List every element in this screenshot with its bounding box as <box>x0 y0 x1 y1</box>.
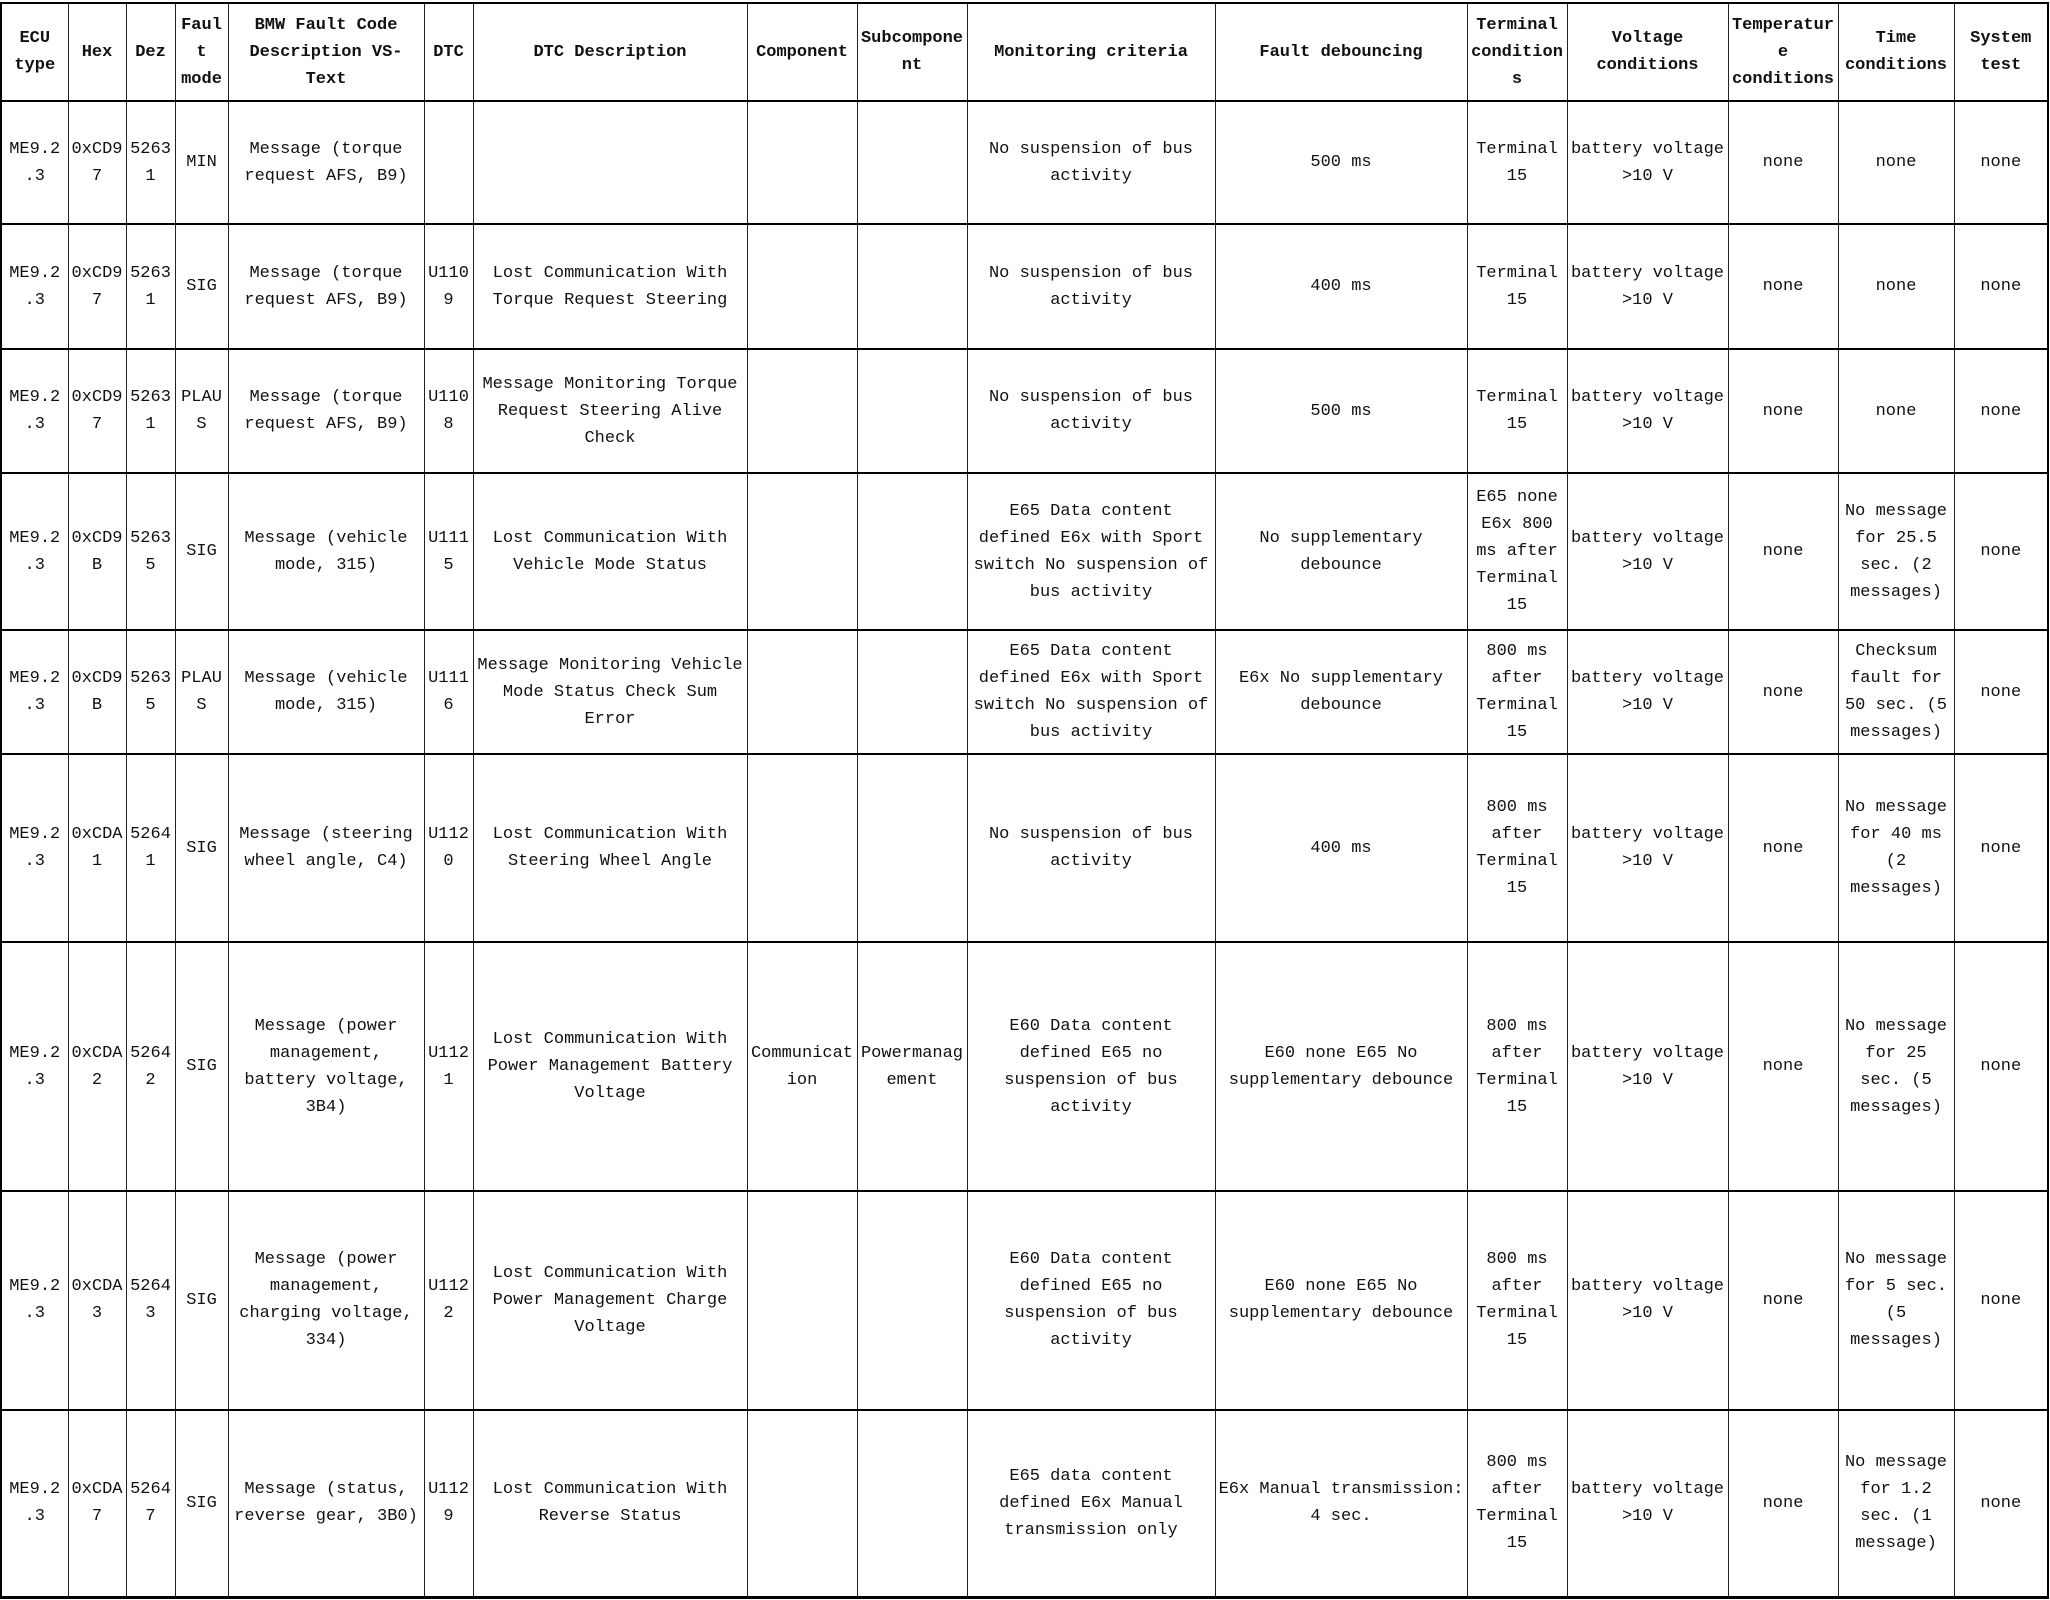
table-row <box>1 630 2048 754</box>
cell-subcomponent <box>857 101 967 224</box>
cell-ecu-type: ME9.2.3 <box>1 473 68 630</box>
cell-bmw-description: Message (vehicle mode, 315) <box>228 630 424 754</box>
cell-fault-mode: SIG <box>175 473 228 630</box>
cell-temperature-conditions: none <box>1728 942 1838 1191</box>
cell-voltage-conditions: battery voltage >10 V <box>1567 630 1728 754</box>
cell-terminal-conditions: 800 ms after Terminal 15 <box>1467 1410 1567 1598</box>
cell-time-conditions: No message for 25.5 sec. (2 messages) <box>1838 473 1954 630</box>
cell-voltage-conditions: battery voltage >10 V <box>1567 349 1728 473</box>
header-monitoring-criteria: Monitoring criteria <box>967 3 1215 101</box>
cell-temperature-conditions: none <box>1728 101 1838 224</box>
cell-bmw-description: Message (torque request AFS, B9) <box>228 349 424 473</box>
cell-hex: 0xCD9B <box>68 473 126 630</box>
cell-fault-debouncing: 400 ms <box>1215 224 1467 348</box>
header-ecu-type: ECU type <box>1 3 68 101</box>
header-component: Component <box>747 3 857 101</box>
cell-hex: 0xCD9B <box>68 630 126 754</box>
table-row <box>1 942 2048 1191</box>
cell-monitoring-criteria: E60 Data content defined E65 no suspension of bus activity <box>967 942 1215 1191</box>
cell-hex: 0xCD97 <box>68 224 126 348</box>
cell-component <box>747 349 857 473</box>
cell-system-test: none <box>1954 473 2048 630</box>
cell-terminal-conditions: E65 none E6x 800 ms after Terminal 15 <box>1467 473 1567 630</box>
cell-component <box>747 101 857 224</box>
table-row <box>1 754 2048 942</box>
cell-hex: 0xCDA2 <box>68 942 126 1191</box>
cell-bmw-description: Message (torque request AFS, B9) <box>228 101 424 224</box>
cell-system-test: none <box>1954 630 2048 754</box>
cell-bmw-description: Message (vehicle mode, 315) <box>228 473 424 630</box>
cell-dtc <box>424 101 473 224</box>
cell-hex: 0xCD97 <box>68 101 126 224</box>
cell-system-test: none <box>1954 1191 2048 1410</box>
cell-monitoring-criteria: E65 Data content defined E6x with Sport switch No suspension of bus activity <box>967 630 1215 754</box>
table-row <box>1 349 2048 473</box>
cell-temperature-conditions: none <box>1728 630 1838 754</box>
table-row <box>1 101 2048 224</box>
cell-monitoring-criteria: No suspension of bus activity <box>967 101 1215 224</box>
cell-fault-debouncing: 500 ms <box>1215 101 1467 224</box>
table-row <box>1 473 2048 630</box>
cell-terminal-conditions: Terminal 15 <box>1467 349 1567 473</box>
cell-bmw-description: Message (power management, battery voltage, 3B4) <box>228 942 424 1191</box>
cell-fault-mode: SIG <box>175 1191 228 1410</box>
cell-subcomponent: Powermanagement <box>857 942 967 1191</box>
cell-dez: 52631 <box>126 224 175 348</box>
cell-ecu-type: ME9.2.3 <box>1 101 68 224</box>
header-dez: Dez <box>126 3 175 101</box>
cell-component <box>747 754 857 942</box>
cell-time-conditions: No message for 40 ms (2 messages) <box>1838 754 1954 942</box>
cell-component <box>747 473 857 630</box>
cell-terminal-conditions: Terminal 15 <box>1467 101 1567 224</box>
cell-terminal-conditions: 800 ms after Terminal 15 <box>1467 630 1567 754</box>
cell-temperature-conditions: none <box>1728 349 1838 473</box>
cell-ecu-type: ME9.2.3 <box>1 630 68 754</box>
cell-subcomponent <box>857 1410 967 1598</box>
header-hex: Hex <box>68 3 126 101</box>
fault-code-table <box>0 2 2049 1599</box>
cell-system-test: none <box>1954 942 2048 1191</box>
cell-bmw-description: Message (torque request AFS, B9) <box>228 224 424 348</box>
cell-bmw-description: Message (steering wheel angle, C4) <box>228 754 424 942</box>
cell-fault-mode: PLAUS <box>175 349 228 473</box>
cell-dez: 52631 <box>126 349 175 473</box>
cell-dez: 52631 <box>126 101 175 224</box>
table-row <box>1 1410 2048 1598</box>
cell-monitoring-criteria: E65 data content defined E6x Manual transmission only <box>967 1410 1215 1598</box>
cell-temperature-conditions: none <box>1728 224 1838 348</box>
cell-monitoring-criteria: E60 Data content defined E65 no suspension of bus activity <box>967 1191 1215 1410</box>
cell-time-conditions: No message for 5 sec. (5 messages) <box>1838 1191 1954 1410</box>
cell-voltage-conditions: battery voltage >10 V <box>1567 101 1728 224</box>
header-temperature-conditions: Temperature conditions <box>1728 3 1838 101</box>
cell-subcomponent <box>857 473 967 630</box>
cell-monitoring-criteria: No suspension of bus activity <box>967 754 1215 942</box>
cell-subcomponent <box>857 349 967 473</box>
cell-dtc-description: Lost Communication With Power Management Charge Voltage <box>473 1191 747 1410</box>
cell-fault-debouncing: E60 none E65 No supplementary debounce <box>1215 1191 1467 1410</box>
header-dtc-description: DTC Description <box>473 3 747 101</box>
cell-fault-mode: MIN <box>175 101 228 224</box>
cell-subcomponent <box>857 1191 967 1410</box>
cell-dtc-description: Message Monitoring Vehicle Mode Status Check Sum Error <box>473 630 747 754</box>
header-row <box>1 3 2048 101</box>
cell-voltage-conditions: battery voltage >10 V <box>1567 1410 1728 1598</box>
cell-voltage-conditions: battery voltage >10 V <box>1567 473 1728 630</box>
cell-dez: 52643 <box>126 1191 175 1410</box>
cell-time-conditions: No message for 1.2 sec. (1 message) <box>1838 1410 1954 1598</box>
cell-terminal-conditions: 800 ms after Terminal 15 <box>1467 942 1567 1191</box>
cell-ecu-type: ME9.2.3 <box>1 349 68 473</box>
cell-ecu-type: ME9.2.3 <box>1 1410 68 1598</box>
cell-dtc: U1121 <box>424 942 473 1191</box>
cell-system-test: none <box>1954 349 2048 473</box>
header-terminal-conditions: Terminal conditions <box>1467 3 1567 101</box>
cell-dtc-description: Lost Communication With Power Management Battery Voltage <box>473 942 747 1191</box>
cell-voltage-conditions: battery voltage >10 V <box>1567 1191 1728 1410</box>
header-system-test: System test <box>1954 3 2048 101</box>
cell-time-conditions: Checksum fault for 50 sec. (5 messages) <box>1838 630 1954 754</box>
cell-fault-debouncing: E60 none E65 No supplementary debounce <box>1215 942 1467 1191</box>
header-bmw-description: BMW Fault Code Description VS-Text <box>228 3 424 101</box>
cell-dtc-description <box>473 101 747 224</box>
cell-subcomponent <box>857 224 967 348</box>
cell-dtc-description: Lost Communication With Torque Request Steering <box>473 224 747 348</box>
cell-hex: 0xCD97 <box>68 349 126 473</box>
cell-ecu-type: ME9.2.3 <box>1 754 68 942</box>
cell-monitoring-criteria: No suspension of bus activity <box>967 224 1215 348</box>
cell-dtc-description: Lost Communication With Steering Wheel Angle <box>473 754 747 942</box>
cell-hex: 0xCDA1 <box>68 754 126 942</box>
cell-component: Communication <box>747 942 857 1191</box>
cell-dtc-description: Lost Communication With Reverse Status <box>473 1410 747 1598</box>
cell-voltage-conditions: battery voltage >10 V <box>1567 942 1728 1191</box>
cell-hex: 0xCDA7 <box>68 1410 126 1598</box>
cell-dtc-description: Lost Communication With Vehicle Mode Status <box>473 473 747 630</box>
cell-component <box>747 630 857 754</box>
cell-subcomponent <box>857 630 967 754</box>
cell-dtc: U1115 <box>424 473 473 630</box>
cell-dtc-description: Message Monitoring Torque Request Steering Alive Check <box>473 349 747 473</box>
cell-subcomponent <box>857 754 967 942</box>
cell-temperature-conditions: none <box>1728 1410 1838 1598</box>
header-fault-mode: Fault mode <box>175 3 228 101</box>
cell-fault-mode: SIG <box>175 942 228 1191</box>
cell-terminal-conditions: Terminal 15 <box>1467 224 1567 348</box>
cell-fault-mode: PLAUS <box>175 630 228 754</box>
header-dtc: DTC <box>424 3 473 101</box>
cell-monitoring-criteria: No suspension of bus activity <box>967 349 1215 473</box>
cell-fault-debouncing: E6x Manual transmission: 4 sec. <box>1215 1410 1467 1598</box>
cell-terminal-conditions: 800 ms after Terminal 15 <box>1467 754 1567 942</box>
cell-dtc: U1108 <box>424 349 473 473</box>
cell-voltage-conditions: battery voltage >10 V <box>1567 754 1728 942</box>
cell-component <box>747 1410 857 1598</box>
cell-bmw-description: Message (power management, charging voltage, 334) <box>228 1191 424 1410</box>
cell-hex: 0xCDA3 <box>68 1191 126 1410</box>
cell-terminal-conditions: 800 ms after Terminal 15 <box>1467 1191 1567 1410</box>
cell-dtc: U1116 <box>424 630 473 754</box>
cell-temperature-conditions: none <box>1728 1191 1838 1410</box>
cell-fault-debouncing: 500 ms <box>1215 349 1467 473</box>
cell-dez: 52635 <box>126 630 175 754</box>
header-subcomponent: Subcomponent <box>857 3 967 101</box>
header-time-conditions: Time conditions <box>1838 3 1954 101</box>
cell-system-test: none <box>1954 1410 2048 1598</box>
cell-time-conditions: none <box>1838 224 1954 348</box>
cell-dtc: U1120 <box>424 754 473 942</box>
cell-temperature-conditions: none <box>1728 754 1838 942</box>
header-fault-debouncing: Fault debouncing <box>1215 3 1467 101</box>
cell-component <box>747 224 857 348</box>
cell-ecu-type: ME9.2.3 <box>1 1191 68 1410</box>
cell-time-conditions: No message for 25 sec. (5 messages) <box>1838 942 1954 1191</box>
cell-time-conditions: none <box>1838 101 1954 224</box>
table-row <box>1 1191 2048 1410</box>
cell-dez: 52641 <box>126 754 175 942</box>
cell-fault-debouncing: 400 ms <box>1215 754 1467 942</box>
cell-dez: 52635 <box>126 473 175 630</box>
cell-dtc: U1129 <box>424 1410 473 1598</box>
cell-monitoring-criteria: E65 Data content defined E6x with Sport switch No suspension of bus activity <box>967 473 1215 630</box>
cell-fault-debouncing: E6x No supplementary debounce <box>1215 630 1467 754</box>
cell-ecu-type: ME9.2.3 <box>1 224 68 348</box>
cell-temperature-conditions: none <box>1728 473 1838 630</box>
header-voltage-conditions: Voltage conditions <box>1567 3 1728 101</box>
cell-time-conditions: none <box>1838 349 1954 473</box>
cell-system-test: none <box>1954 224 2048 348</box>
cell-dez: 52642 <box>126 942 175 1191</box>
cell-bmw-description: Message (status, reverse gear, 3B0) <box>228 1410 424 1598</box>
cell-voltage-conditions: battery voltage >10 V <box>1567 224 1728 348</box>
cell-fault-mode: SIG <box>175 1410 228 1598</box>
cell-dtc: U1122 <box>424 1191 473 1410</box>
cell-system-test: none <box>1954 101 2048 224</box>
cell-fault-debouncing: No supplementary debounce <box>1215 473 1467 630</box>
cell-fault-mode: SIG <box>175 224 228 348</box>
table-row <box>1 224 2048 348</box>
cell-dez: 52647 <box>126 1410 175 1598</box>
cell-ecu-type: ME9.2.3 <box>1 942 68 1191</box>
cell-component <box>747 1191 857 1410</box>
cell-fault-mode: SIG <box>175 754 228 942</box>
cell-system-test: none <box>1954 754 2048 942</box>
cell-dtc: U1109 <box>424 224 473 348</box>
